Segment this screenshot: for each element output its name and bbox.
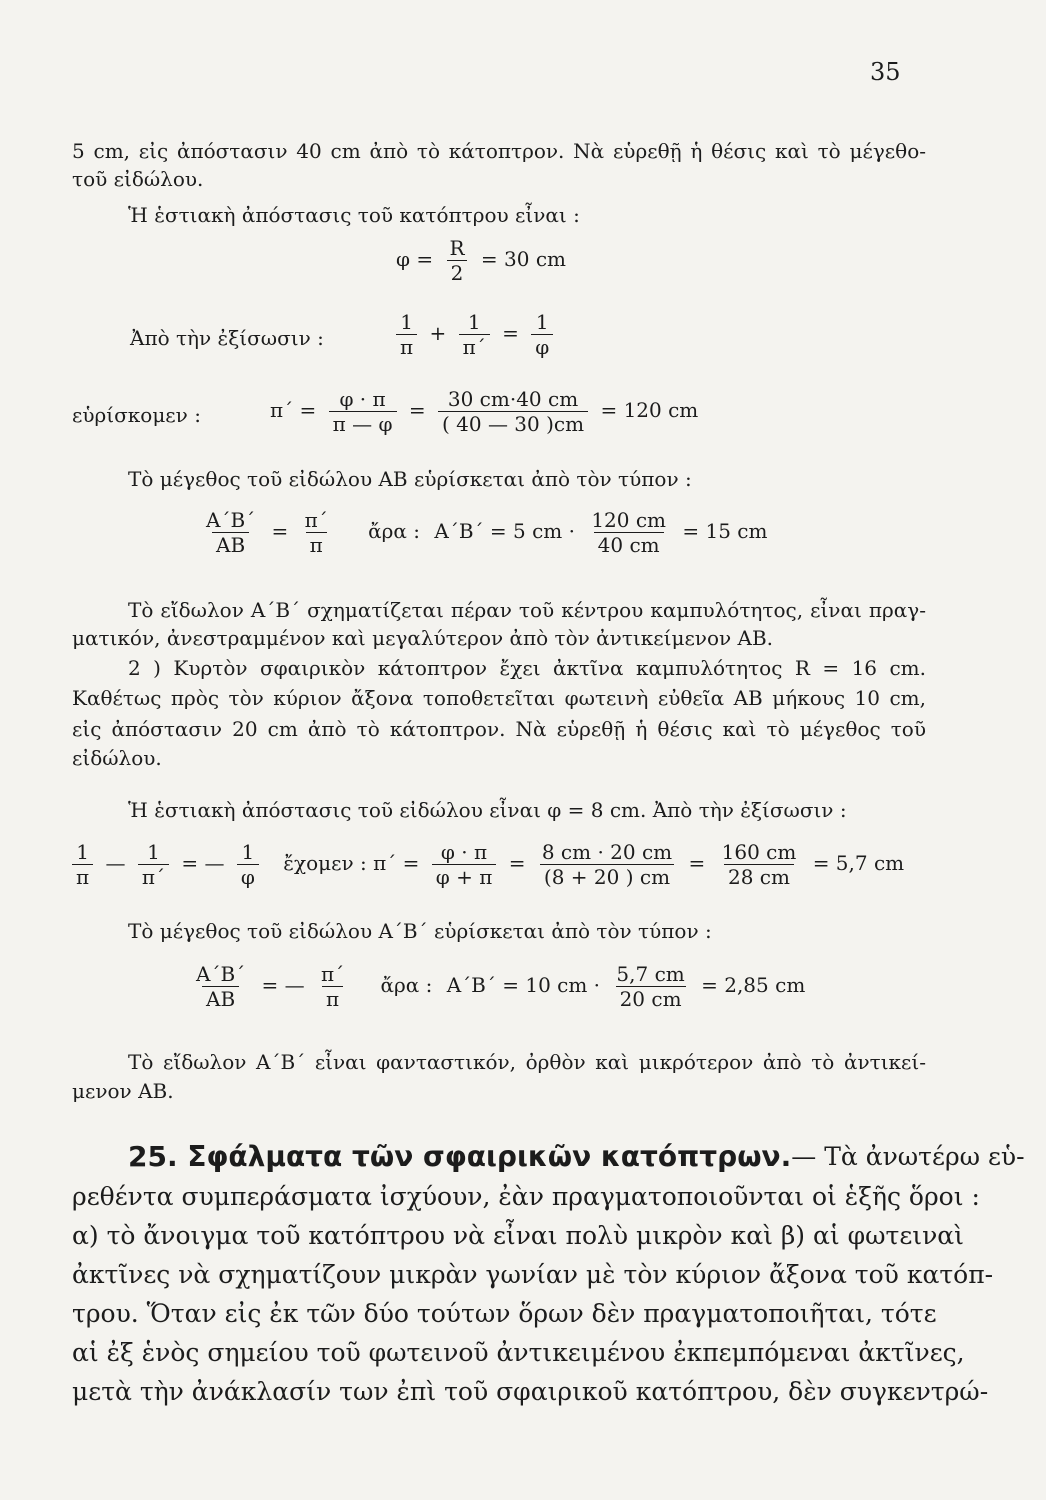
numerator: Α΄Β΄ <box>196 962 246 986</box>
text-line: εὑρίσκομεν : <box>72 403 201 427</box>
numerator: 1 <box>400 310 413 334</box>
eq-text: π΄ = <box>270 398 317 422</box>
denominator: π <box>72 864 93 889</box>
fraction <box>329 387 397 436</box>
text-line: Τὸ μέγεθος τοῦ εἰδώλου Α΄Β΄ εὑρίσκεται ἀπὸ τὸν τύπον : <box>128 919 712 943</box>
text-line: Ἡ ἑστιακὴ ἀπόστασις τοῦ εἰδώλου εἶναι φ = 8 cm. Ἀπὸ τὴν ἐξίσωσιν : <box>128 798 847 822</box>
fraction <box>202 508 259 557</box>
fraction <box>459 310 490 359</box>
denominator: 28 cm <box>724 864 794 889</box>
eq-text: = 2,85 cm <box>701 973 806 997</box>
text-line: 2 ) Κυρτὸν σφαιρικὸν κάτοπτρον ἔχει ἀκτῖνα καμπυλότητος R = 16 cm. <box>128 656 926 680</box>
text-line: Τὸ εἴδωλον Α΄Β΄ σχηματίζεται πέραν τοῦ κέντρου καμπυλότητος, εἶναι πραγ- <box>128 598 926 622</box>
equation-magnification-2 <box>186 962 805 1011</box>
section-text-line: μετὰ τὴν ἀνάκλασίν των ἐπὶ τοῦ σφαιρικοῦ κατόπτρου, δὲν συγκεντρώ- <box>72 1377 989 1406</box>
equation-focal-length <box>396 236 566 285</box>
denominator: 2 <box>447 260 468 285</box>
eq-text: = — <box>181 851 225 875</box>
numerator: π΄ <box>304 508 328 532</box>
eq-text: = <box>502 321 519 345</box>
numerator: 1 <box>76 840 89 864</box>
eq-text: ἔχομεν : π΄ = <box>283 851 420 875</box>
numerator: 160 cm <box>721 840 797 864</box>
equation-convex <box>72 840 904 889</box>
text-line: 5 cm, εἰς ἀπόστασιν 40 cm ἀπὸ τὸ κάτοπτρον. Νὰ εὑρεθῇ ἡ θέσις καὶ τὸ μέγεθο- <box>72 139 926 163</box>
eq-text: + <box>429 321 447 345</box>
text-line: Ἡ ἑστιακὴ ἀπόστασις τοῦ κατόπτρου εἶναι : <box>128 203 580 227</box>
section-text: — Τὰ ἀνωτέρω εὑ- <box>791 1142 1025 1171</box>
denominator: π <box>306 532 327 557</box>
text-line: τοῦ εἰδώλου. <box>72 167 204 191</box>
numerator: 5,7 cm <box>616 962 685 986</box>
section-text-line: τρου. Ὅταν εἰς ἐκ τῶν δύο τούτων ὅρων δὲν πραγματοποιῆται, τότε <box>72 1299 937 1328</box>
eq-text: φ = <box>396 247 434 271</box>
fraction <box>317 962 348 1011</box>
fraction <box>237 840 259 889</box>
text-line: Τὸ εἴδωλον Α΄Β΄ εἶναι φανταστικόν, ὀρθὸν καὶ μικρότερον ἀπὸ τὸ ἀντικεί- <box>128 1050 926 1074</box>
eq-text: Α΄Β΄ = 10 cm · <box>446 973 601 997</box>
equation-image-distance <box>270 387 698 436</box>
section-heading-line <box>128 1140 1025 1174</box>
section-text-line: ἀκτῖνες νὰ σχηματίζουν μικρὰν γωνίαν μὲ τὸν κύριον ἄξονα τοῦ κατόπ- <box>72 1260 994 1289</box>
section-text-line: αἱ ἐξ ἑνὸς σημείου τοῦ φωτεινοῦ ἀντικειμένου ἐκπεμπόμεναι ἀκτῖνες, <box>72 1338 965 1367</box>
numerator: 1 <box>147 840 160 864</box>
equation-magnification <box>196 508 767 557</box>
text-line: εἰς ἀπόστασιν 20 cm ἀπὸ τὸ κάτοπτρον. Νὰ εὑρεθῇ ἡ θέσις καὶ τὸ μέγεθος τοῦ <box>72 717 926 741</box>
fraction <box>612 962 688 1011</box>
text-line: Καθέτως πρὸς τὸν κύριον ἄξονα τοποθετεῖται φωτεινὴ εὐθεῖα ΑΒ μήκους 10 cm, <box>72 686 926 710</box>
numerator: Α΄Β΄ <box>206 508 256 532</box>
numerator: 8 cm · 20 cm <box>541 840 673 864</box>
page-number: 35 <box>870 58 901 86</box>
fraction <box>438 387 588 436</box>
denominator: π΄ <box>138 864 169 889</box>
section-title: 25. Σφάλματα τῶν σφαιρικῶν κατόπτρων. <box>128 1140 792 1173</box>
denominator: φ + π <box>432 864 497 889</box>
denominator: ( 40 — 30 )cm <box>438 411 588 436</box>
eq-text: ἄρα : <box>380 973 433 997</box>
denominator: π <box>396 334 417 359</box>
denominator: π — φ <box>329 411 397 436</box>
denominator: π΄ <box>459 334 490 359</box>
eq-text: = <box>508 851 526 875</box>
numerator: 1 <box>535 310 549 334</box>
fraction <box>72 840 93 889</box>
equation-mirror <box>390 310 559 359</box>
fraction <box>301 508 332 557</box>
numerator: 30 cm·40 cm <box>447 387 579 411</box>
denominator: ΑΒ <box>202 986 239 1011</box>
eq-text: = <box>688 851 706 875</box>
fraction <box>192 962 249 1011</box>
denominator: π <box>322 986 343 1011</box>
fraction <box>445 236 468 285</box>
eq-text: — <box>105 851 126 875</box>
text-line: μενον ΑΒ. <box>72 1079 174 1103</box>
eq-text: = <box>408 398 426 422</box>
denominator: 40 cm <box>594 532 664 557</box>
fraction <box>531 310 553 359</box>
denominator: 20 cm <box>616 986 686 1011</box>
text-line: εἰδώλου. <box>72 746 162 770</box>
fraction <box>538 840 676 889</box>
text-line: Ἀπὸ τὴν ἐξίσωσιν : <box>130 326 324 350</box>
fraction <box>396 310 417 359</box>
text-line: ματικόν, ἀνεστραμμένον καὶ μεγαλύτερον ἀπὸ τὸν ἀντικείμενον ΑΒ. <box>72 626 774 650</box>
eq-text: = 15 cm <box>682 519 768 543</box>
fraction <box>432 840 497 889</box>
numerator: φ · π <box>339 387 386 411</box>
denominator: (8 + 20 ) cm <box>540 864 674 889</box>
numerator: 1 <box>241 840 255 864</box>
eq-text: Α΄Β΄ = 5 cm · <box>434 519 575 543</box>
eq-text: = 30 cm <box>480 247 566 271</box>
section-text-line: ρεθέντα συμπεράσματα ἰσχύουν, ἐὰν πραγματοποιοῦνται οἱ ἑξῆς ὅροι : <box>72 1182 980 1211</box>
eq-text: = 5,7 cm <box>812 851 905 875</box>
numerator: 1 <box>467 310 481 334</box>
denominator: φ <box>237 864 259 889</box>
eq-text: ἄρα : <box>368 519 421 543</box>
numerator: R <box>449 236 465 260</box>
eq-text: = <box>271 519 289 543</box>
numerator: 120 cm <box>591 508 667 532</box>
fraction <box>138 840 169 889</box>
text-line: Τὸ μέγεθος τοῦ εἰδώλου ΑΒ εὑρίσκεται ἀπὸ τὸν τύπον : <box>128 467 692 491</box>
numerator: π΄ <box>320 962 345 986</box>
eq-text: = — <box>261 973 305 997</box>
fraction <box>587 508 670 557</box>
denominator: φ <box>531 334 553 359</box>
fraction <box>718 840 801 889</box>
eq-text: = 120 cm <box>600 398 699 422</box>
section-text-line: α) τὸ ἄνοιγμα τοῦ κατόπτρου νὰ εἶναι πολὺ μικρὸν καὶ β) αἱ φωτειναὶ <box>72 1221 964 1250</box>
numerator: φ · π <box>440 840 488 864</box>
denominator: ΑΒ <box>212 532 249 557</box>
